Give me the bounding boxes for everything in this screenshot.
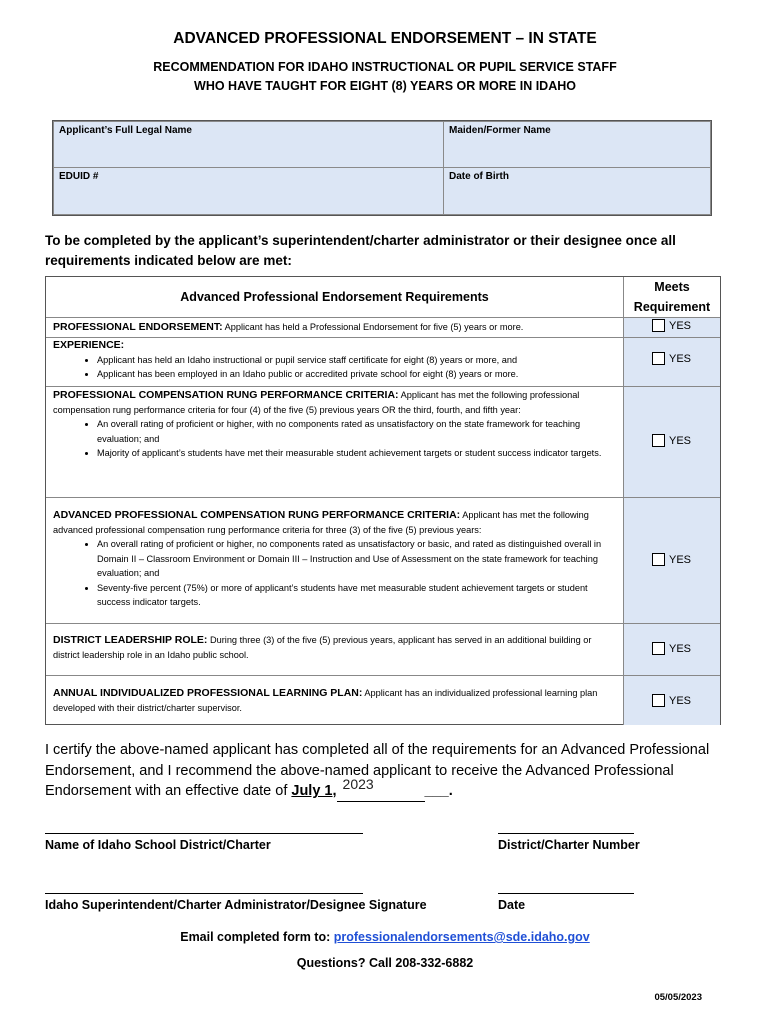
full-name-label: Applicant’s Full Legal Name xyxy=(59,125,192,136)
table-row xyxy=(46,337,720,387)
applicant-info-box xyxy=(52,120,712,216)
requirement-label: PROFESSIONAL ENDORSEMENT: xyxy=(53,321,223,333)
checkbox-icon[interactable] xyxy=(652,642,665,655)
email-prefix: Email completed form to: xyxy=(180,930,331,944)
yes-label: YES xyxy=(669,553,692,566)
yes-label: YES xyxy=(669,642,692,655)
requirement-label: ADVANCED PROFESSIONAL COMPENSATION RUNG PERFORMANCE CRITERIA: xyxy=(53,509,461,521)
yes-label: YES xyxy=(669,319,692,332)
district-name-line[interactable] xyxy=(45,833,363,834)
requirement-label: DISTRICT LEADERSHIP ROLE: xyxy=(53,634,208,646)
table-header-row xyxy=(46,277,720,317)
requirement-bullet: • Applicant has been employed in an Idaho public or accredited private school for eight (8) years or more. xyxy=(97,367,616,382)
signature-label: Idaho Superintendent/Charter Administrator/Designee Signature xyxy=(45,898,427,912)
yes-label: YES xyxy=(669,352,692,365)
requirement-text: During three (3) of the five (5) previous years, applicant has served in an additional xyxy=(209,635,547,645)
email-link[interactable]: professionalendorsements@sde.idaho.gov xyxy=(333,930,590,944)
requirement-label: EXPERIENCE: xyxy=(53,339,125,351)
requirements-column-header: Advanced Professional Endorsement Requirements xyxy=(180,289,489,304)
maiden-name-field[interactable] xyxy=(443,121,711,168)
form-version-date: 05/05/2023 xyxy=(654,992,702,1003)
requirement-bullet: • Majority of applicant’s students have met their measurable student achievement targets or student success indicator targets. xyxy=(97,446,616,461)
certification-statement xyxy=(45,740,735,802)
yes-checkbox[interactable] xyxy=(652,352,691,365)
district-number-line[interactable] xyxy=(498,833,634,834)
district-number-label: District/Charter Number xyxy=(498,838,640,852)
maiden-name-label: Maiden/Former Name xyxy=(449,125,551,136)
requirements-table xyxy=(45,276,721,725)
yes-label: YES xyxy=(669,434,692,447)
signature-line[interactable] xyxy=(45,893,363,894)
requirement-text: building or district leadership role in an Idaho public school. xyxy=(53,635,592,660)
yes-checkbox[interactable] xyxy=(652,434,691,447)
date-label: Date xyxy=(498,898,526,912)
requirement-bullet: • Applicant has held an Idaho instructional or pupil service staff certificate for eight (8) years or more, and xyxy=(97,353,616,368)
form-title: ADVANCED PROFESSIONAL ENDORSEMENT – IN STATE xyxy=(173,30,597,47)
table-row xyxy=(46,497,720,624)
email-instruction xyxy=(0,930,770,944)
date-line[interactable] xyxy=(498,893,634,894)
table-row xyxy=(46,675,720,725)
certification-text: I certify the above-named applicant has completed all of the requirements for an Advanced Professional Endorsement, and I recommend the above-named applicant to receive the Advanced Professional Endorsement with an effective date of xyxy=(45,742,710,799)
effective-date-trail: ___. xyxy=(424,783,453,799)
meets-column-header-line2: Requirement xyxy=(633,300,711,314)
checkbox-icon[interactable] xyxy=(652,553,665,566)
requirement-text: professional compensation rung performance criteria for four (4) of the five (5) previous years OR the third, fourth, and fifth year: xyxy=(53,390,580,415)
questions-phone: Questions? Call 208-332-6882 xyxy=(296,956,474,970)
dob-label: Date of Birth xyxy=(449,171,509,182)
yes-checkbox[interactable] xyxy=(652,694,691,707)
effective-year-value: 2023 xyxy=(342,775,374,792)
requirement-text: Applicant has an individualized professional xyxy=(364,688,543,698)
meets-column-header-line1: Meets xyxy=(654,280,690,294)
checkbox-icon[interactable] xyxy=(652,352,665,365)
eduid-label: EDUID # xyxy=(59,171,99,182)
requirement-text: learning plan developed with their district/charter supervisor. xyxy=(53,688,598,713)
checkbox-icon[interactable] xyxy=(652,434,665,447)
form-subtitle-line2: WHO HAVE TAUGHT FOR EIGHT (8) YEARS OR MORE IN IDAHO xyxy=(194,79,576,93)
effective-year-field[interactable] xyxy=(337,775,425,802)
requirement-text: Applicant has met the following xyxy=(400,390,528,400)
yes-checkbox[interactable] xyxy=(652,553,691,566)
checkbox-icon[interactable] xyxy=(652,319,665,332)
requirement-text: Applicant has met the xyxy=(462,510,551,520)
effective-date-prefix: July 1, xyxy=(291,783,337,799)
district-name-label: Name of Idaho School District/Charter xyxy=(45,838,271,852)
requirement-bullet: • An overall rating of proficient or higher, with no components rated as unsatisfactory on the state framework for teaching evaluation; and xyxy=(97,417,616,446)
table-row xyxy=(46,623,720,676)
yes-checkbox[interactable] xyxy=(652,642,691,655)
requirement-label: ANNUAL INDIVIDUALIZED PROFESSIONAL LEARNING PLAN: xyxy=(53,687,363,699)
yes-checkbox[interactable] xyxy=(652,319,691,332)
form-subtitle-line1: RECOMMENDATION FOR IDAHO INSTRUCTIONAL OR PUPIL SERVICE STAFF xyxy=(153,60,617,74)
table-row xyxy=(46,317,720,338)
table-row xyxy=(46,386,720,498)
requirement-text: Applicant has held a Professional Endorsement for five (5) years or more. xyxy=(224,322,524,332)
yes-label: YES xyxy=(669,694,692,707)
checkbox-icon[interactable] xyxy=(652,694,665,707)
requirement-bullet: • An overall rating of proficient or higher, no components rated as unsatisfactory or basic, and rated as distinguished overall in Domain II – Classroom Environment or Domain III – Instruction and Use of Assessment on the state framework for teaching evaluation; and xyxy=(97,537,616,581)
instructions-text: To be completed by the applicant’s superintendent/charter administrator or their designee once all requirements indicated below are met: xyxy=(45,233,676,268)
eduid-field[interactable] xyxy=(53,167,444,215)
dob-field[interactable] xyxy=(443,167,711,215)
full-name-field[interactable] xyxy=(53,121,444,168)
requirement-label: PROFESSIONAL COMPENSATION RUNG PERFORMANCE CRITERIA: xyxy=(53,389,399,401)
requirement-text: following advanced professional compensation rung performance criteria for three (3) of the five (5) previous years: xyxy=(53,510,589,535)
requirement-bullet: • Seventy-five percent (75%) or more of applicant’s students have met measurable student achievement targets or student success indicator targets. xyxy=(97,581,616,610)
